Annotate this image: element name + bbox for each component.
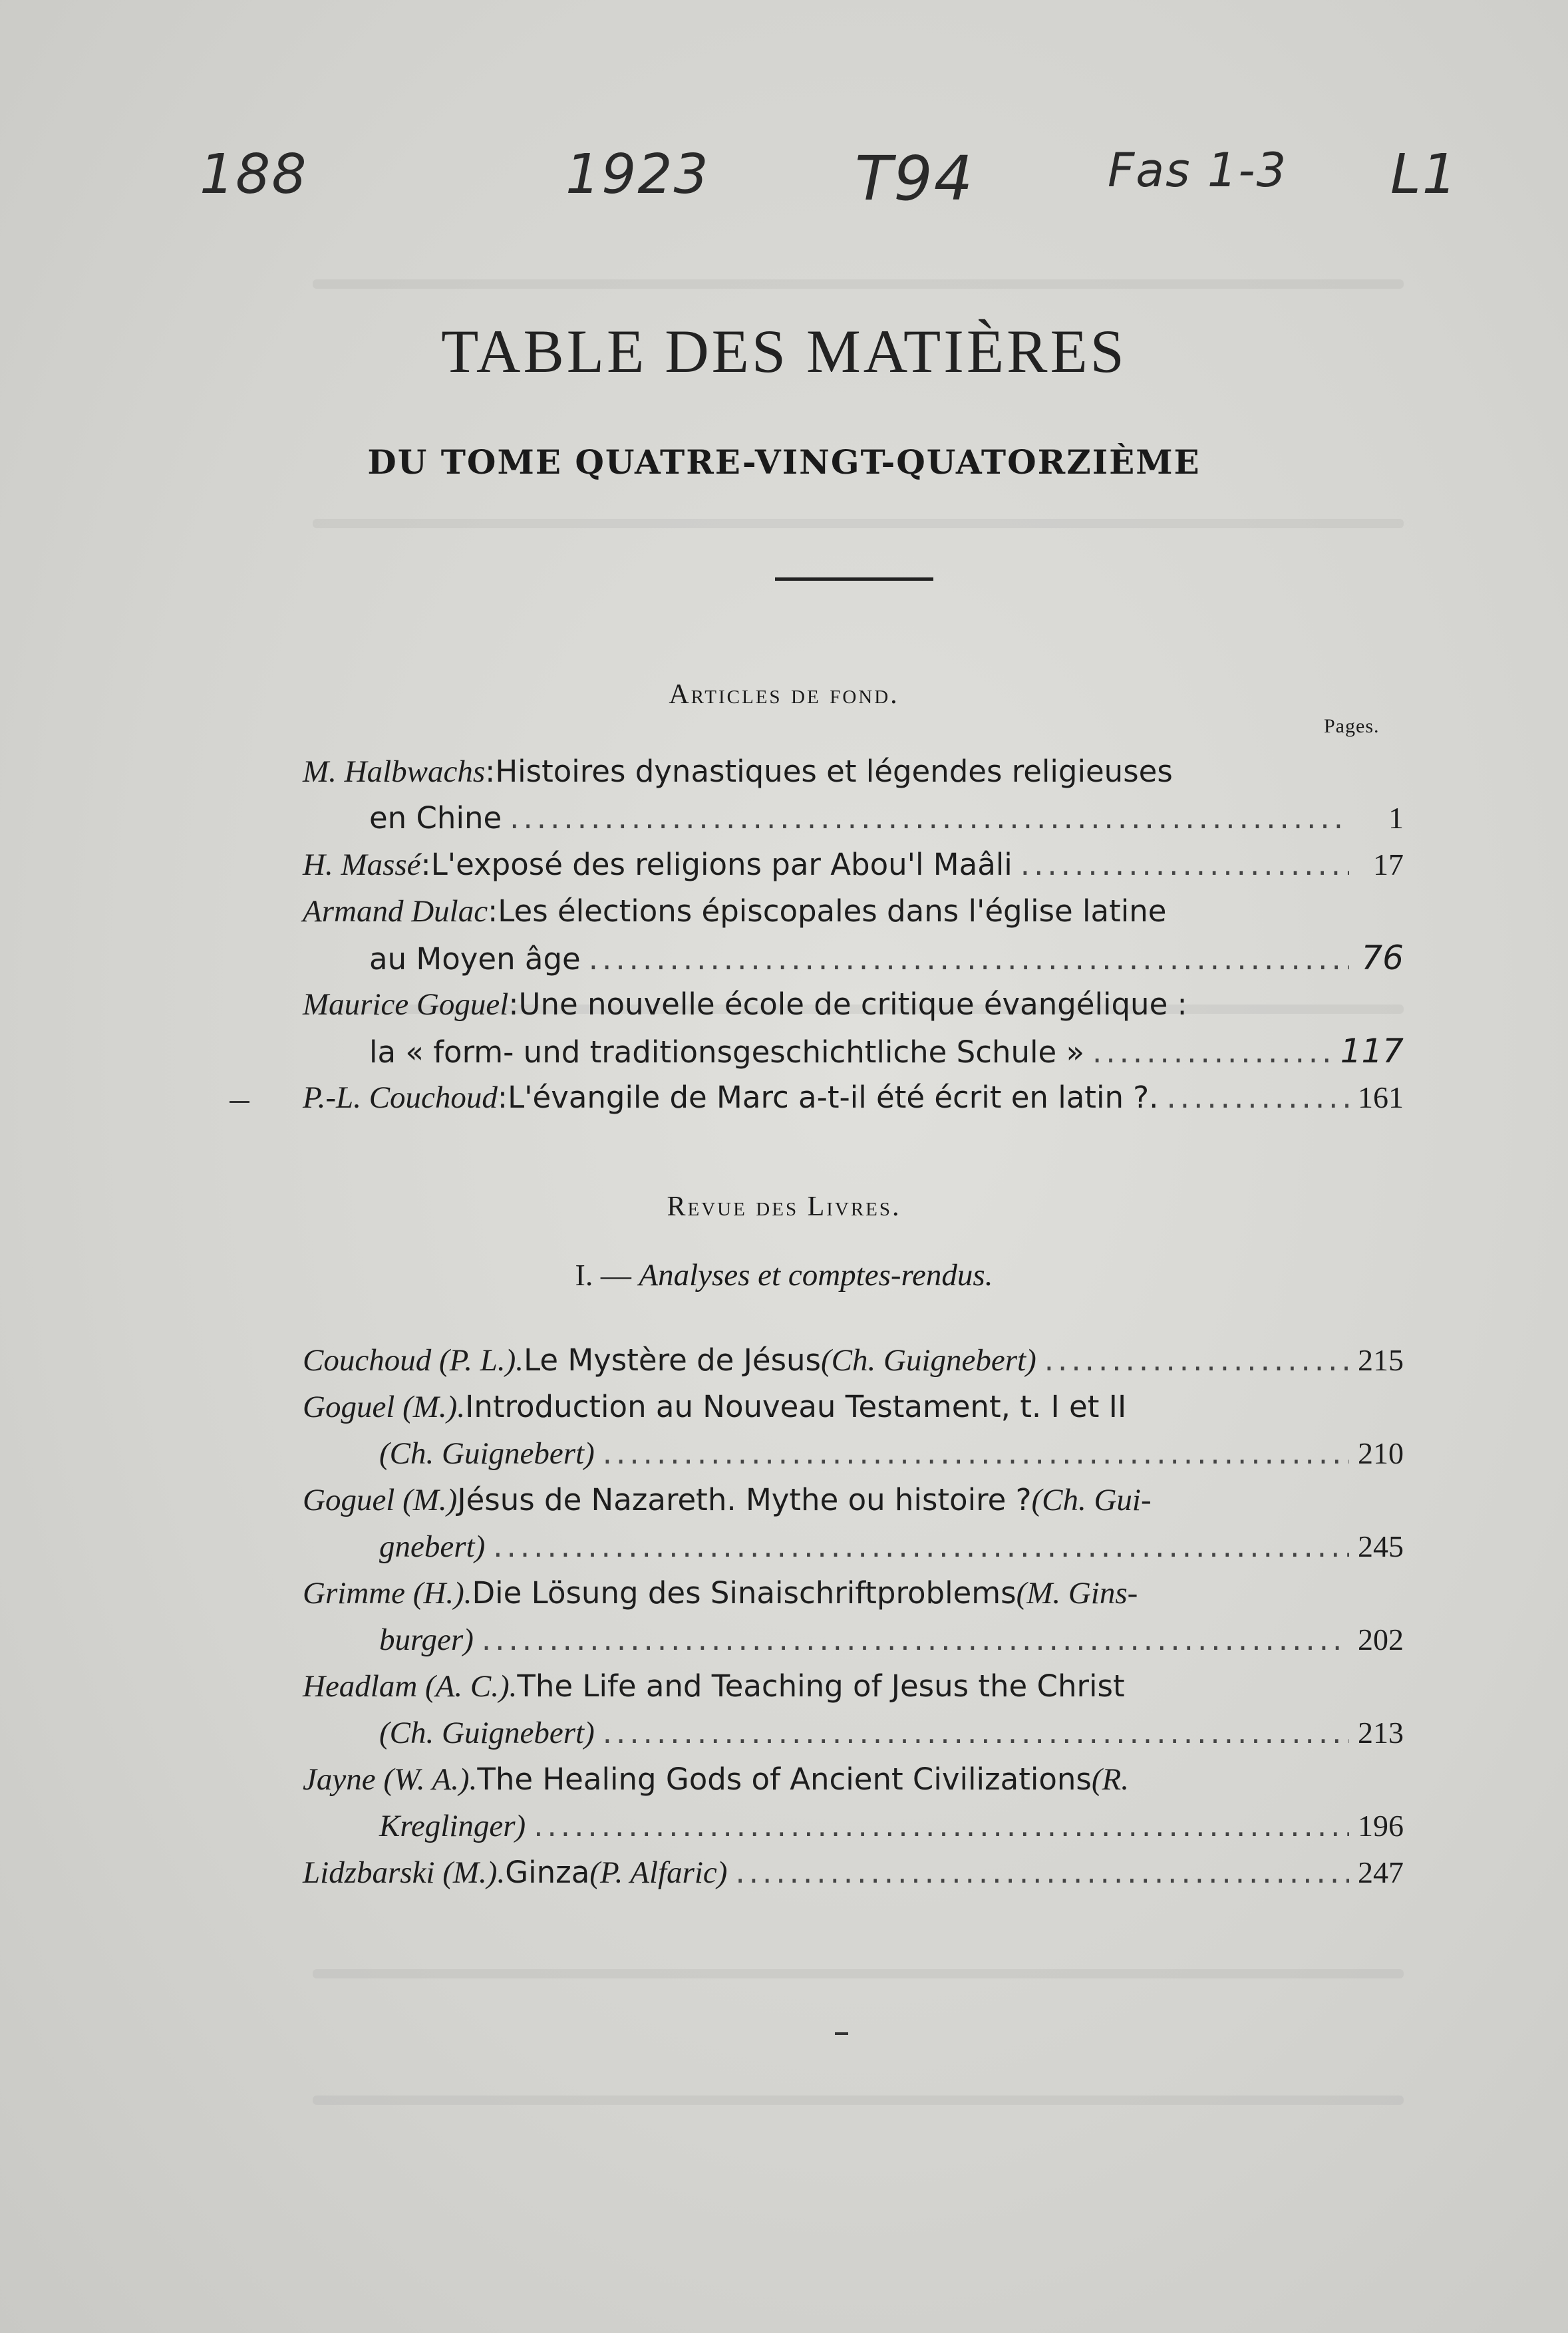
section-heading-articles: Articles de fond. [669, 679, 899, 710]
review-title: The Life and Teaching of Jesus the Christ [517, 1668, 1125, 1704]
entry-page: 17 [1373, 848, 1404, 881]
entry-title: L'exposé des religions par Abou'l Maâli [430, 847, 1013, 882]
review-title: Le Mystère de Jésus [524, 1342, 821, 1378]
reviewer: (M. Gins- [1016, 1576, 1138, 1611]
dot-leader [1092, 1029, 1333, 1076]
dot-leader [603, 1710, 1349, 1756]
reviewer: (Ch. Guignebert) [379, 1436, 595, 1471]
dot-leader [603, 1430, 1349, 1477]
review-title: Ginza [505, 1855, 590, 1890]
reviewer: (Ch. Gui- [1031, 1483, 1152, 1517]
review-author: Couchoud (P. L.). [303, 1343, 524, 1378]
entry-sep: : [420, 847, 431, 882]
reviewer: (R. [1091, 1762, 1129, 1797]
entry-sep: : [488, 893, 498, 929]
handwritten-mark: Fas 1-3 [1108, 143, 1288, 198]
toc-entry [303, 1074, 1404, 1121]
review-title: The Healing Gods of Ancient Civilizations [477, 1762, 1092, 1797]
entry-title: Une nouvelle école de critique évangélique : [518, 987, 1187, 1022]
review-author: Goguel (M.). [303, 1390, 466, 1424]
handwritten-mark: T94 [855, 143, 975, 214]
bleed-through [313, 519, 1404, 528]
toc-entry [303, 842, 1404, 888]
review-author: Jayne (W. A.). [303, 1762, 478, 1797]
stray-mark [835, 2032, 848, 2035]
entry-author: M. Halbwachs [303, 754, 486, 789]
bleed-through [313, 1969, 1404, 1978]
section-heading-livres: Revue des Livres. [667, 1191, 901, 1222]
review-title: Die Lösung des Sinaischriftproblems [472, 1575, 1017, 1611]
entry-title-cont: la « form- und traditionsgeschichtliche Schule » [369, 1034, 1085, 1070]
dot-leader [1020, 842, 1349, 888]
toc-entry [303, 888, 1404, 981]
handwritten-mark: L1 [1390, 143, 1458, 206]
entry-page: 117 [1340, 1032, 1404, 1070]
page-subtitle: DU TOME QUATRE-VINGT-QUATORZIÈME [367, 442, 1201, 482]
review-author: Headlam (A. C.). [303, 1669, 518, 1704]
entry-author: Maurice Goguel [303, 987, 509, 1022]
reviewer-cont: burger) [379, 1623, 474, 1657]
entry-page: 202 [1358, 1623, 1404, 1656]
review-entry [303, 1663, 1404, 1756]
dot-leader [534, 1803, 1349, 1849]
review-author: Grimme (H.). [303, 1576, 472, 1611]
dot-leader [589, 936, 1349, 983]
divider [775, 577, 933, 581]
review-author: Lidzbarski (M.). [303, 1855, 506, 1890]
review-entry [303, 1849, 1404, 1896]
review-entry [303, 1384, 1404, 1477]
page-title: TABLE DES MATIÈRES [441, 317, 1127, 385]
entry-page: 213 [1358, 1716, 1404, 1750]
entry-page: 210 [1358, 1436, 1404, 1470]
dot-leader [493, 1523, 1349, 1570]
dot-leader [510, 795, 1349, 842]
reviewer: (Ch. Guignebert) [379, 1716, 595, 1750]
dot-leader [1166, 1074, 1349, 1121]
entry-sep: : [485, 754, 496, 789]
review-title: Introduction au Nouveau Testament, t. I et II [465, 1389, 1127, 1424]
entry-page: 245 [1358, 1529, 1404, 1563]
entry-page: 215 [1358, 1343, 1404, 1377]
reviewer: (P. Alfaric) [589, 1855, 728, 1890]
reviewer-cont: gnebert) [379, 1529, 486, 1564]
bleed-through [313, 279, 1404, 289]
handwritten-mark: 188 [200, 143, 308, 206]
review-entry [303, 1756, 1404, 1849]
subsection-title: Analyses et comptes-rendus. [639, 1258, 993, 1293]
bleed-through [313, 2096, 1404, 2105]
review-author: Goguel (M.) [303, 1483, 458, 1517]
handwritten-mark: 1923 [565, 143, 710, 206]
review-entry [303, 1570, 1404, 1663]
entry-page: 76 [1361, 939, 1404, 977]
entry-author: Armand Dulac [303, 894, 488, 929]
entry-title: Les élections épiscopales dans l'église latine [498, 893, 1167, 929]
entry-title: Histoires dynastiques et légendes religieuses [495, 754, 1173, 789]
entry-author: H. Massé [303, 848, 421, 882]
subsection-number: I. — [575, 1258, 639, 1292]
entry-sep: : [508, 987, 519, 1022]
reviewer-cont: Kreglinger) [379, 1809, 526, 1843]
entry-title-cont: au Moyen âge [369, 941, 581, 977]
reviewer: (Ch. Guignebert) [821, 1343, 1036, 1378]
entry-author: P.-L. Couchoud [303, 1080, 498, 1115]
entry-title: L'évangile de Marc a-t-il été écrit en latin ?. [508, 1080, 1159, 1115]
toc-entry [303, 748, 1404, 842]
review-title: Jésus de Nazareth. Mythe ou histoire ? [457, 1482, 1032, 1517]
dot-leader [735, 1849, 1349, 1896]
entry-title-cont: en Chine [369, 800, 502, 836]
toc-entry [303, 981, 1404, 1074]
entry-page: 196 [1358, 1809, 1404, 1843]
entry-sep: : [497, 1080, 508, 1115]
entry-page: 1 [1388, 801, 1404, 835]
review-entry [303, 1337, 1404, 1384]
dot-leader [1044, 1337, 1349, 1384]
dot-leader [482, 1617, 1349, 1663]
review-entry [303, 1477, 1404, 1570]
entry-page: 161 [1358, 1080, 1404, 1114]
pages-column-label: Pages. [1324, 715, 1380, 737]
entry-page: 247 [1358, 1855, 1404, 1889]
stray-mark [230, 1101, 249, 1103]
subsection-heading [0, 1257, 1568, 1293]
